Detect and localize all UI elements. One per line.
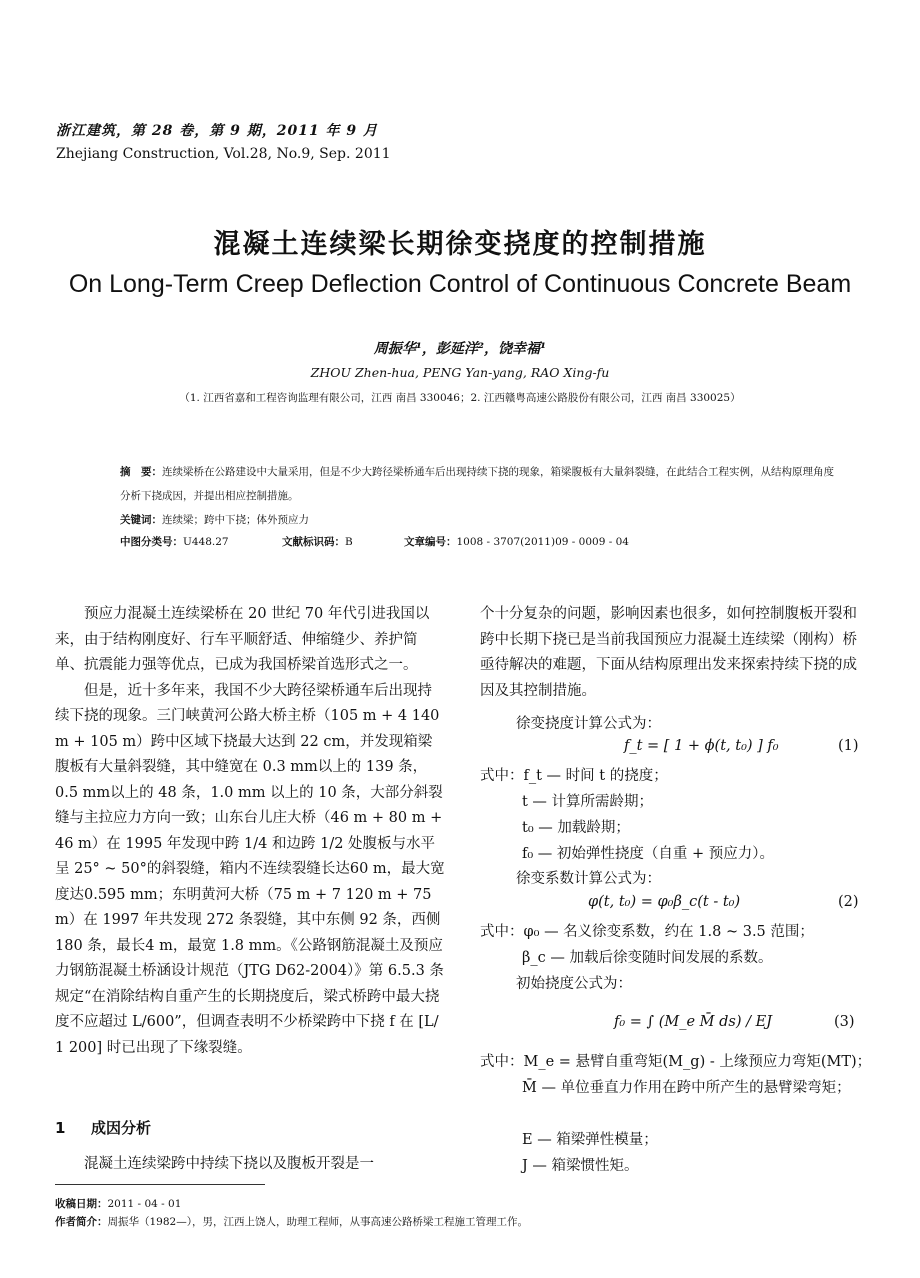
section-number: 1 [55, 1119, 66, 1137]
keywords-text: 连续梁；跨中下挠；体外预应力 [162, 514, 309, 526]
doc-code-label: 文献标识码： [282, 536, 345, 548]
init-defl-intro: 初始挠度公式为： [516, 976, 632, 992]
received-value: 2011 - 04 - 01 [107, 1198, 182, 1210]
section-heading [55, 1117, 151, 1138]
def-3: t₀ — 加载龄期； [522, 820, 630, 836]
def-1-text: f_t — 时间 t 的挠度； [523, 768, 668, 784]
author-bio [55, 1214, 528, 1229]
right-column-para [480, 602, 870, 704]
def-6: β_c — 加载后徐变随时间发展的系数。 [522, 950, 773, 966]
received-date [55, 1196, 181, 1211]
def-5-text: φ₀ — 名义徐变系数，约在 1.8 ~ 3.5 范围； [523, 924, 814, 940]
authors-cn: 周振华¹，彭延洋²，饶幸福¹ [373, 341, 547, 357]
abstract-label: 摘 要： [120, 466, 162, 478]
authors-en: ZHOU Zhen-hua, PENG Yan-yang, RAO Xing-fu [310, 365, 610, 380]
clc-label: 中图分类号： [120, 536, 183, 548]
equation-2-number: (2) [838, 894, 859, 910]
left-column [55, 602, 445, 1061]
def-2: t — 计算所需龄期； [522, 794, 654, 810]
bio-label: 作者简介： [55, 1216, 108, 1228]
def-7 [480, 1050, 880, 1076]
section-title: 成因分析 [91, 1119, 152, 1137]
left-para-2: 但是，近十多年来，我国不少大跨径梁桥通车后出现持续下挠的现象。三门峡黄河公路大桥主桥（105 m + 4 140 m + 105 m）跨中区域下挠最大达到 22 cm，并发现箱梁腹板有大量斜裂缝，其中缝宽在 0.3 mm以上的 139 条，0.5 mm以上的 48 条，1.0 mm 以上的 10 条，大部分斜裂缝与主拉应力方向一致；山东台儿庄大桥（46 m + 80 m + 46 m）在 1995 年发现中跨 1/4 和边跨 1/2 处腹板与水平呈 25° ~ 50°的斜裂缝，箱内不连续裂缝长达60 m，最大宽度达0.595 mm；东明黄河大桥（75 m + 7 120 m + 75 m）在 1997 年共发现 272 条裂缝，其中东侧 92 条，西侧 180 条，最长4 m，最宽 1.8 mm。《公路钢筋混凝土及预应力钢筋混凝土桥涵设计规范（JTG D62-2004）》第 6.5.3 条规定“在消除结构自重产生的长期挠度后，梁式桥跨中最大挠度不应超过 L/600”，但调查表明不少桥梁跨中下挠 f 在 [L/ 1 200] 时已出现了下缘裂缝。 [55, 682, 445, 1056]
journal-header-en: Zhejiang Construction, Vol.28, No.9, Sep. 2011 [56, 146, 391, 162]
left-para-1: 预应力混凝土连续梁桥在 20 世纪 70 年代引进我国以来，由于结构刚度好、行车平顺舒适、伸缩缝少、养护简单、抗震能力强等优点，已成为我国桥梁首选形式之一。 [55, 606, 430, 673]
def-8: M̄ — 单位垂直力作用在跨中所产生的悬臂梁弯矩； [522, 1080, 851, 1096]
def-5 [480, 920, 814, 946]
equation-1-number: (1) [838, 738, 859, 754]
def-5-prefix: 式中： [480, 924, 524, 940]
article-no [404, 534, 629, 549]
article-no-label: 文章编号： [404, 536, 457, 548]
abstract [120, 460, 840, 508]
clc [120, 534, 229, 549]
def-7-prefix: 式中： [480, 1054, 524, 1070]
article-no-value: 1008 - 3707(2011)09 - 0009 - 04 [456, 536, 629, 548]
affiliation: （1. 江西省嘉和工程咨询监理有限公司，江西 南昌 330046；2. 江西赣粤高速公路股份有限公司，江西 南昌 330025） [179, 392, 741, 404]
keywords-label: 关键词： [120, 514, 162, 526]
equation-3-number: (3) [834, 1014, 855, 1030]
title-en: On Long-Term Creep Deflection Control of Continuous Concrete Beam [68, 270, 852, 298]
left-para-3: 混凝土连续梁跨中持续下挠以及腹板开裂是一 [84, 1156, 374, 1172]
def-4: f₀ — 初始弹性挠度（自重 + 预应力）。 [522, 846, 775, 862]
received-label: 收稿日期： [55, 1198, 108, 1210]
clc-value: U448.27 [183, 536, 229, 548]
def-1 [480, 764, 668, 790]
doc-code-value: B [345, 536, 353, 548]
title-cn: 混凝土连续梁长期徐变挠度的控制措施 [213, 229, 707, 260]
creep-defl-intro: 徐变挠度计算公式为： [516, 716, 661, 732]
equation-1: f_t = [ 1 + ϕ(t, t₀) ] f₀ [624, 738, 779, 754]
keywords [120, 512, 309, 527]
def-10: J — 箱梁惯性矩。 [522, 1158, 639, 1174]
equation-2: φ(t, t₀) = φ₀β_c(t - t₀) [588, 894, 741, 910]
journal-header-cn: 浙江建筑，第 28 卷，第 9 期，2011 年 9 月 [56, 123, 379, 139]
right-para-1: 个十分复杂的问题，影响因素也很多，如何控制腹板开裂和跨中长期下挠已是当前我国预应力混凝土连续梁（刚构）桥亟待解决的难题，下面从结构原理出发来探索持续下挠的成因及其控制措施。 [480, 606, 857, 699]
doc-code [282, 534, 353, 549]
left-column-end [55, 1152, 445, 1178]
def-1-prefix: 式中： [480, 768, 524, 784]
def-9: E — 箱梁弹性模量； [522, 1132, 658, 1148]
abstract-text: 连续梁桥在公路建设中大量采用，但是不少大跨径梁桥通车后出现持续下挠的现象，箱梁腹板有大量斜裂缝，在此结合工程实例，从结构原理角度分析下挠成因，并提出相应控制措施。 [120, 466, 834, 502]
equation-3: f₀ = ∫ (M_e M̄ ds) / EJ [614, 1014, 772, 1030]
def-7-text: M_e = 悬臂自重弯矩(M_g) - 上缘预应力弯矩(MT)； [523, 1054, 872, 1070]
footnote-rule [55, 1184, 265, 1185]
bio-text: 周振华（1982—），男，江西上饶人，助理工程师，从事高速公路桥梁工程施工管理工作。 [107, 1216, 528, 1228]
creep-coef-intro: 徐变系数计算公式为： [516, 871, 661, 887]
